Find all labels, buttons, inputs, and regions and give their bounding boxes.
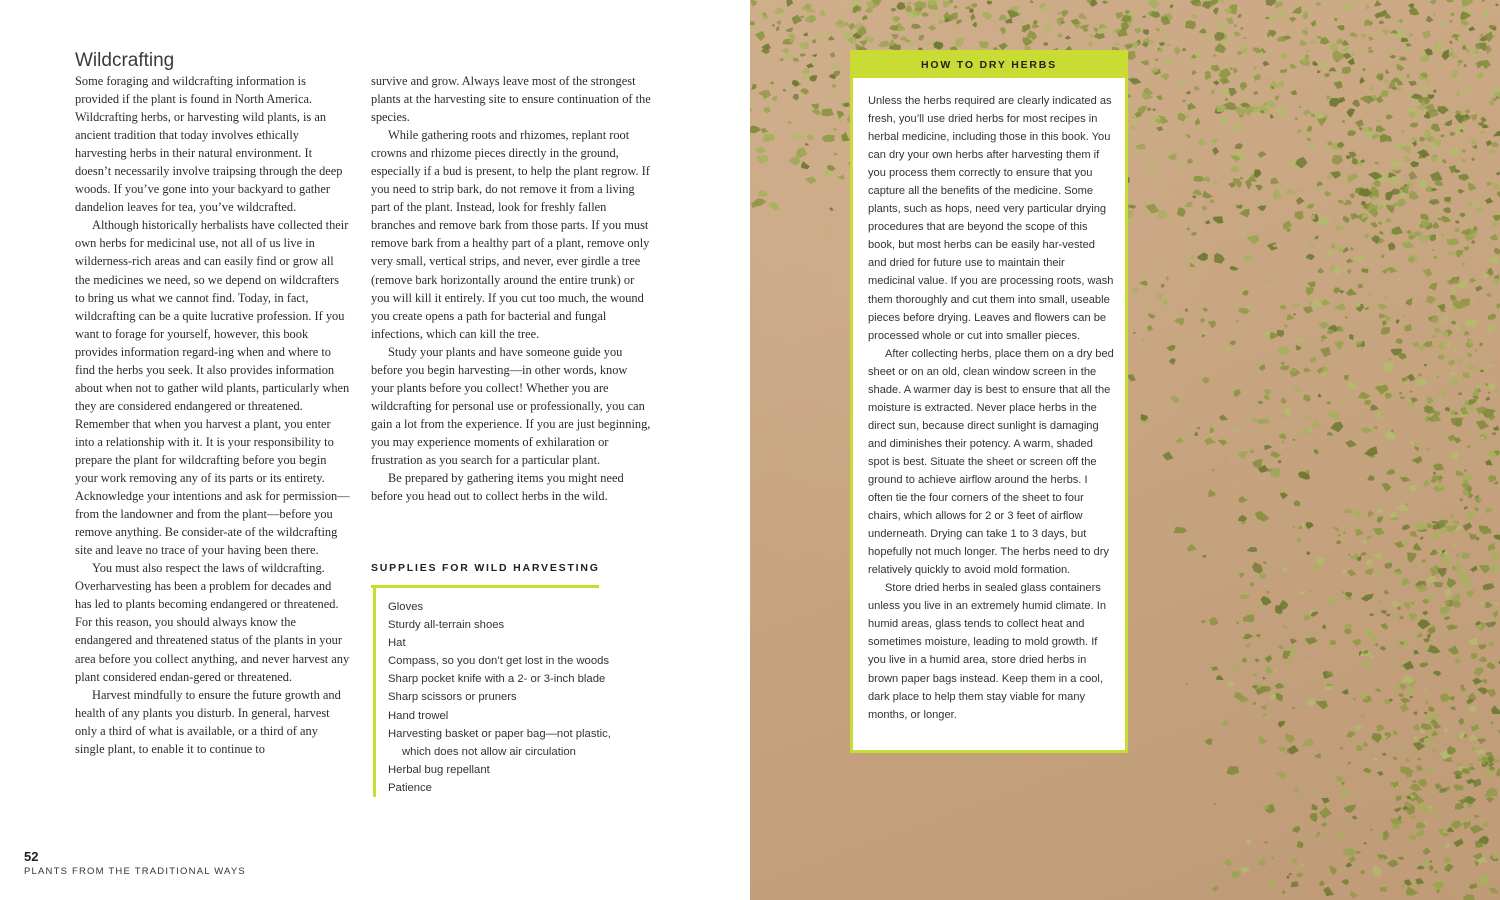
list-item: Compass, so you don’t get lost in the woods — [388, 655, 610, 668]
list-item: Sharp pocket knife with a 2- or 3-inch blade — [388, 673, 606, 686]
running-head: PLANTS FROM THE TRADITIONAL WAYS — [24, 866, 246, 877]
list-item: Sharp scissors or pruners — [388, 691, 517, 704]
paragraph: Harvest mindfully to ensure the future growth and health of any plants you disturb. In general, harvest only a third of what is available, or a third of any single plant, to enable it to continue to — [75, 687, 341, 756]
paragraph: You must also respect the laws of wildcrafting. Overharvesting has been a problem for decades and has led to plants becoming endangered or threatened. For this reason, you should always know the endangered and threatened status of the plants in your area before you collect anything, and never harvest any plant considered endan-gered or threatened. — [75, 561, 350, 684]
list-item: Harvesting basket or paper bag—not plastic, — [388, 727, 611, 740]
list-item: Gloves — [388, 601, 424, 613]
paragraph: Some foraging and wildcrafting information is provided if the plant is found in North America. Wildcrafting herbs, or harvesting wild plants, is an ancient tradition that today involves ethically harvesting herbs in their natural environment. It doesn’t necessarily involve traipsing through the deep woods. If you’ve gone into your backyard to gather dandelion leaves for tea, you’ve wildcrafted. — [75, 74, 343, 215]
supplies-list — [388, 598, 611, 797]
paragraph: Be prepared by gathering items you might need before you head out to collect herbs in the wild. — [371, 471, 624, 504]
list-item: Hat — [388, 637, 406, 650]
body-column-2 — [371, 72, 651, 505]
sidebar-box — [850, 50, 1128, 753]
paragraph: Although historically herbalists have collected their own herbs for medicinal use, not all of us live in wilderness-rich areas and can easily find or grow all the medicines we need, so we depend on wildcrafters to bring us what we cannot find. Today, in fact, wildcrafting can be a quite lucrative profession. If you want to forage for yourself, however, this book provides information regard-ing when and where to find the herbs you seek. It also provides information about when not to gather wild plants, particularly when they are considered endangered or threatened. Remember that when you harvest a plant, you enter into a relationship with it. It is your responsibility to prepare the plant for wildcrafting before you begin your work removing any of its parts or its entirety. Acknowledge your intentions and ask for permission—from the landowner and from the plant—before you remove anything. Be consider-ate of the wildcrafting site and leave no trace of your having been there. — [75, 218, 350, 558]
list-item: Hand trowel — [388, 709, 449, 722]
list-item: Herbal bug repellant — [388, 763, 490, 776]
supplies-title: SUPPLIES FOR WILD HARVESTING — [371, 562, 600, 574]
sidebar-body — [868, 92, 1114, 724]
paragraph: Study your plants and have someone guide you before you begin harvesting—in other words, know your plants before you collect! Whether you are wildcrafting for personal use or professionally, you can gain a lot from the experience. If you are just beginning, you may experience moments of exhilaration or frustration as you search for a particular plant. — [371, 344, 651, 467]
list-item: Sturdy all-terrain shoes — [388, 619, 505, 632]
paragraph: After collecting herbs, place them on a dry bed sheet or on an old, clean window screen in the shade. A warmer day is best to ensure that all the moisture is extracted. Never place herbs in the direct sun, because direct sunlight is damaging and diminishes their potency. A warm, shaded spot is best. Situate the sheet or screen off the ground to achieve airflow around the herbs. I often tie the four corners of the sheet to four chairs, which allows for 2 or 3 feet of airflow underneath. Drying can take 1 to 3 days, but hopefully not much longer. The herbs need to dry relatively quickly to avoid mold formation. — [868, 347, 1114, 577]
paragraph: Store dried herbs in sealed glass containers unless you live in an extremely humid climate. In humid areas, glass tends to collect heat and sometimes moisture, leading to mold growth. If you live in a humid area, store dried herbs in brown paper bags instead. Keep them in a cool, dark place to help them stay viable for many months, or longer. — [868, 582, 1107, 721]
sidebar-title: HOW TO DRY HERBS — [921, 59, 1057, 71]
body-column-1 — [75, 72, 350, 758]
list-item-continuation: which does not allow air circulation — [402, 745, 576, 758]
paragraph: survive and grow. Always leave most of the strongest plants at the harvesting site to ensure continuation of the species. — [371, 74, 651, 125]
section-heading: Wildcrafting — [75, 50, 175, 71]
list-item: Patience — [388, 781, 432, 794]
paragraph: While gathering roots and rhizomes, replant root crowns and rhizome pieces directly in the ground, especially if a bud is present, to help the plant regrow. If you need to strip bark, do not remove it from a living part of the plant. Instead, look for freshly fallen branches and remove bark from those parts. If you must remove bark from a healthy part of a plant, remove only very small, vertical strips, and never, ever girdle a tree (remove bark horizontally around the entire trunk) or you will kill it entirely. If you cut too much, the wound you create opens a path for bacterial and fungal infections, which can kill the tree. — [371, 128, 650, 341]
page-number: 52 — [24, 849, 39, 864]
paragraph: Unless the herbs required are clearly indicated as fresh, you’ll use dried herbs for most recipes in herbal medicine, including those in this book. You can dry your own herbs after harvesting them if you process them correctly to ensure that you capture all the benefits of the medicine. Some plants, such as hops, need very particular drying procedures that are beyond the scope of this book, but most herbs can be easily har-vested and dried for future use to maintain their medicinal value. If you are processing roots, wash them thoroughly and cut them into small, useable pieces before drying. Leaves and flowers can be processed whole or cut into smaller pieces. — [868, 95, 1114, 342]
